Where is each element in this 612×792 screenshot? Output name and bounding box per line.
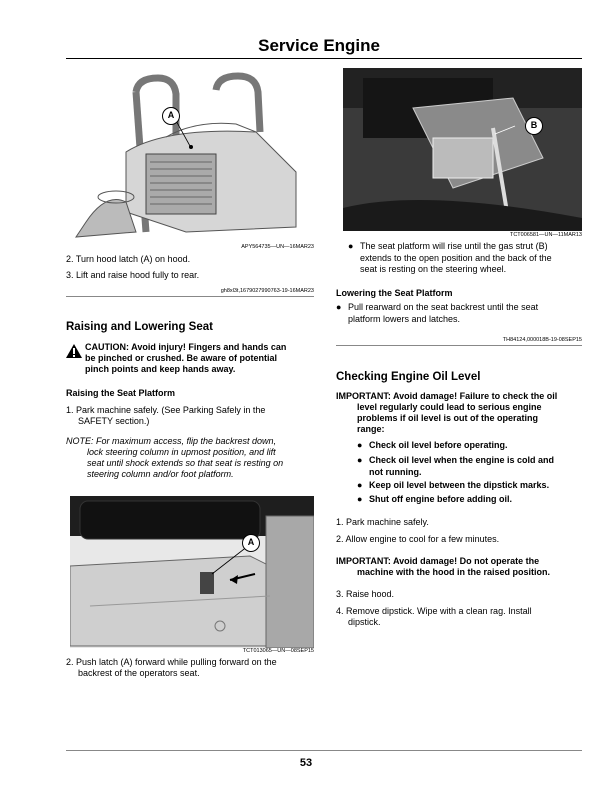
caution-line-1: CAUTION: Avoid injury! Fingers and hands can (85, 342, 287, 352)
gas-strut-figure (343, 68, 582, 231)
important2-line-2: machine with the hood in the raised position. (357, 567, 551, 577)
important2-line-1: IMPORTANT: Avoid damage! Do not operate the (336, 556, 540, 566)
bullet-line: platform lowers and latches. (348, 313, 461, 324)
figure-id: TCT006581—UN—11MAR13 (509, 232, 582, 238)
warning-triangle-icon (66, 344, 82, 358)
reference-code: gh8xl3t,1679027990763-19-16MAR23 (220, 288, 314, 294)
bullet-dot: ● (357, 440, 363, 450)
note-line-1: NOTE: For maximum access, flip the backrest down, (66, 436, 277, 446)
important-line-1: IMPORTANT: Avoid damage! Failure to check the oil (336, 391, 558, 401)
important-line-3: problems if oil level is out of the operating (357, 413, 539, 423)
bullet-line: seat is resting on the steering wheel. (360, 264, 507, 274)
step-3-lift-hood: 3. Lift and raise hood fully to rear. (66, 270, 200, 280)
page-title: Service Engine (258, 36, 380, 55)
note-line-3: seat until shock extends so that seat is resting on (87, 458, 284, 468)
callout-a: A (162, 107, 180, 125)
section-divider (336, 345, 582, 346)
step-3-raise-hood: 3. Raise hood. (336, 589, 395, 599)
step-4-dipstick: 4. Remove dipstick. Wipe with a clean rag. Install (336, 606, 532, 616)
important-line-4: range: (357, 424, 385, 434)
bullet-dot: ● (357, 494, 363, 504)
bullet-dot: ● (348, 241, 354, 251)
caution-line-2: be pinched or crushed. Be aware of potential (85, 353, 278, 363)
section-title-seat: Raising and Lowering Seat (66, 321, 213, 333)
bullet-dot: ● (336, 302, 342, 312)
check-line: Keep oil level between the dipstick marks. (369, 480, 550, 490)
step-1-park-oil: 1. Park machine safely. (336, 517, 429, 527)
check-line: Check oil level before operating. (369, 440, 508, 450)
bullet-line: Pull rearward on the seat backrest until the seat (348, 302, 539, 312)
bullet-line: extends to the open position and the back of the (360, 252, 552, 263)
bullet-line: The seat platform will rise until the gas strut (B) (360, 241, 548, 251)
section-divider (66, 296, 314, 297)
step-1-park-cont: SAFETY section.) (78, 416, 150, 426)
bullet-dot: ● (357, 455, 363, 465)
figure-id: APY564735—UN—16MAR23 (241, 244, 314, 250)
step-4-dipstick-cont: dipstick. (348, 617, 381, 627)
hood-latch-figure (66, 72, 314, 244)
seat-latch-figure (70, 496, 314, 648)
reference-code: TH84124,000018B-19-08SEP15 (502, 337, 582, 343)
important-line-2: level regularly could lead to serious engine (357, 402, 542, 412)
figure-id: TCT013065—UN—08SEP15 (242, 648, 314, 654)
bullet-pull-backrest (336, 302, 582, 326)
check-item (357, 494, 582, 506)
subhead-raising: Raising the Seat Platform (66, 388, 176, 398)
check-item (357, 455, 582, 479)
step-1-park: 1. Park machine safely. (See Parking Safely in the (66, 405, 266, 415)
check-item (357, 480, 582, 492)
mower-hood-illustration (66, 72, 314, 244)
callout-b: B (525, 117, 543, 135)
step-2-push-latch: 2. Push latch (A) forward while pulling forward on the (66, 657, 277, 667)
step-2-cool: 2. Allow engine to cool for a few minutes. (336, 534, 500, 544)
check-line: not running. (369, 466, 422, 477)
footer-rule (66, 750, 582, 751)
check-item (357, 440, 582, 452)
title-rule (66, 58, 582, 59)
check-line: Check oil level when the engine is cold and (369, 455, 555, 465)
section-title-oil: Checking Engine Oil Level (336, 371, 481, 383)
gas-strut-illustration (343, 68, 582, 231)
page-number: 53 (299, 757, 313, 769)
step-2-push-latch-cont: backrest of the operators seat. (78, 668, 200, 678)
bullet-dot: ● (357, 480, 363, 490)
caution-line-3: pinch points and keep hands away. (85, 364, 236, 374)
callout-a: A (242, 534, 260, 552)
check-line: Shut off engine before adding oil. (369, 494, 512, 504)
subhead-lowering: Lowering the Seat Platform (336, 288, 453, 298)
step-2-turn-hood: 2. Turn hood latch (A) on hood. (66, 254, 191, 264)
bullet-seat-rise (348, 241, 582, 277)
note-line-4: steering column and/or foot platform. (87, 469, 234, 479)
note-line-2: lock steering column in upmost position, and lift (87, 447, 276, 457)
seat-latch-illustration (70, 496, 314, 648)
